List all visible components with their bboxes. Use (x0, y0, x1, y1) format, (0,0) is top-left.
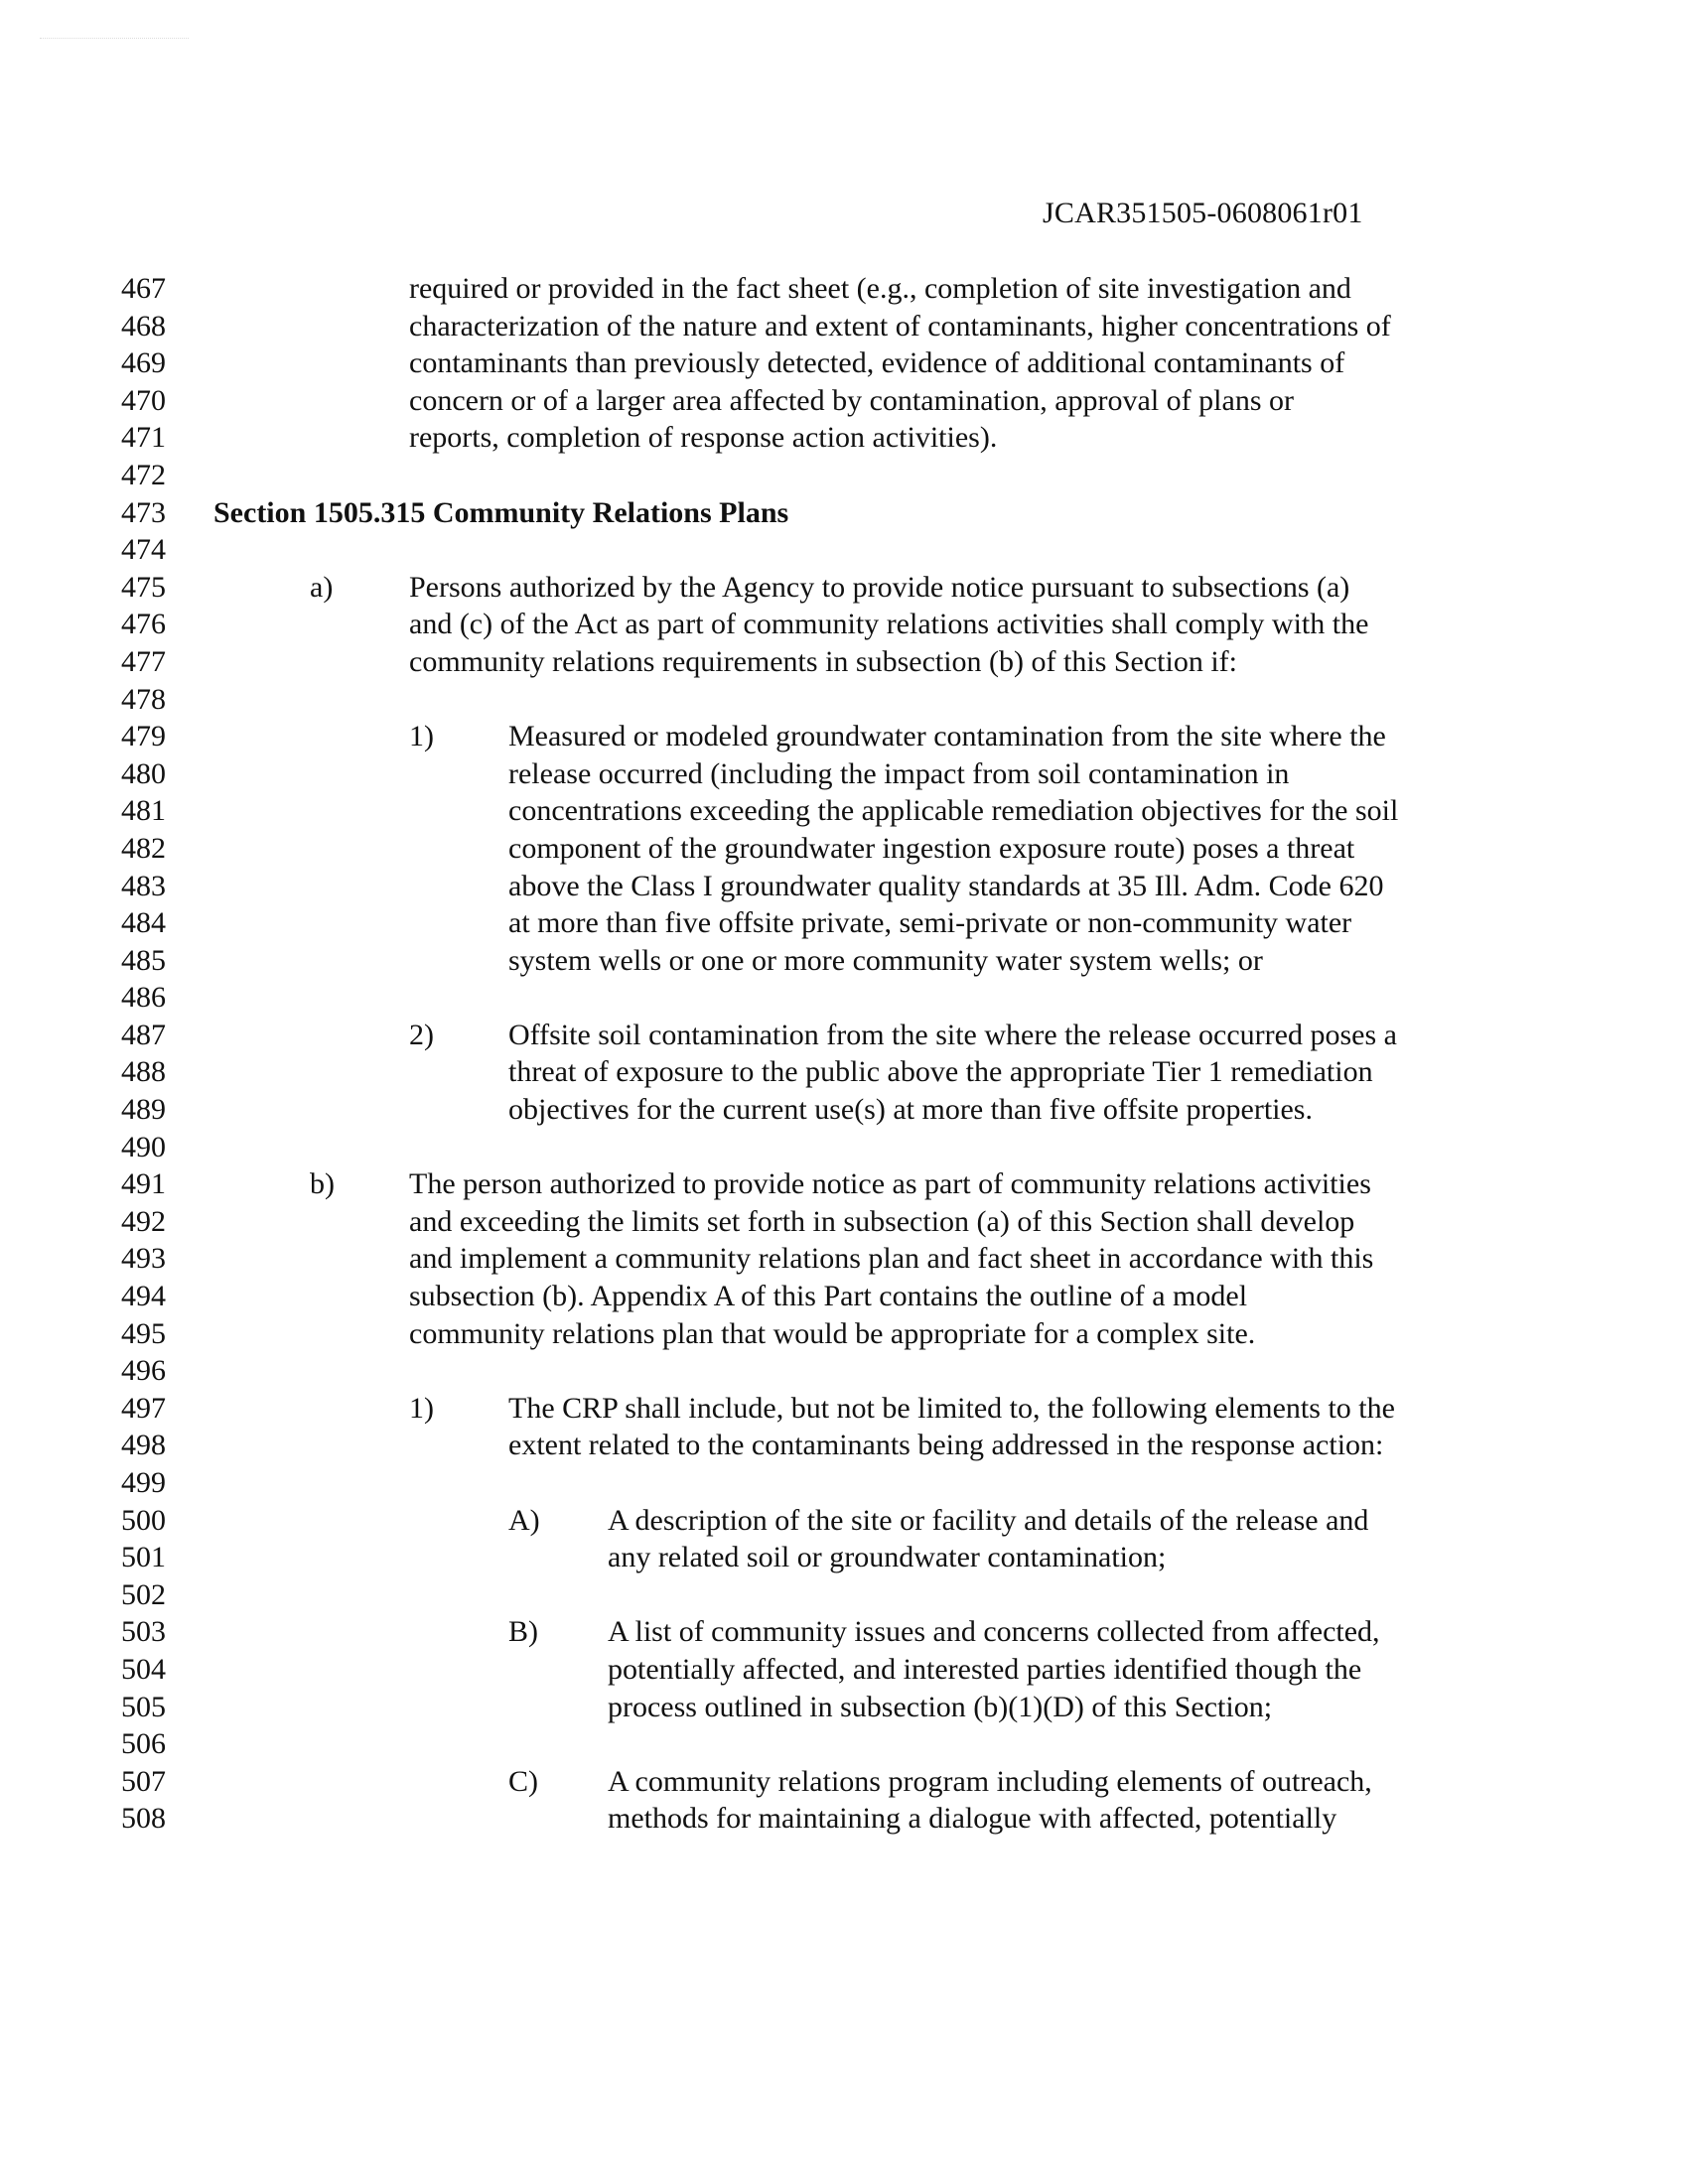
line-text: system wells or one or more community water system wells; or (508, 943, 1263, 977)
line-number: 507 (121, 1764, 166, 1798)
document-line (0, 1278, 1684, 1315)
line-number: 499 (121, 1466, 166, 1499)
line-number: 479 (121, 720, 166, 753)
document-line (0, 344, 1684, 382)
line-number: 481 (121, 794, 166, 828)
line-number: 504 (121, 1652, 166, 1686)
document-line (0, 868, 1684, 905)
line-text: objectives for the current use(s) at more than five offsite properties. (508, 1093, 1313, 1127)
line-text: reports, completion of response action activities). (409, 421, 998, 455)
line-text: The CRP shall include, but not be limited to, the following elements to the (508, 1391, 1395, 1425)
document-line (0, 1129, 1684, 1166)
document-line (0, 979, 1684, 1017)
line-number: 478 (121, 682, 166, 716)
line-number: 488 (121, 1055, 166, 1089)
line-number: 500 (121, 1503, 166, 1537)
document-line (0, 904, 1684, 942)
line-number: 473 (121, 495, 166, 529)
document-line (0, 1165, 1684, 1203)
document-line (0, 643, 1684, 681)
line-text: required or provided in the fact sheet (e.g., completion of site investigation and (409, 272, 1351, 305)
line-text: A description of the site or facility and details of the release and (608, 1503, 1369, 1537)
line-number: 471 (121, 421, 166, 455)
document-line (0, 270, 1684, 308)
document-line (0, 308, 1684, 345)
document-line (0, 1427, 1684, 1464)
line-text: A community relations program including elements of outreach, (608, 1764, 1372, 1798)
line-number: 497 (121, 1391, 166, 1425)
line-text: potentially affected, and interested parties identified though the (608, 1652, 1362, 1686)
document-line (0, 1203, 1684, 1241)
document-line (0, 1689, 1684, 1726)
document-line (0, 681, 1684, 719)
line-number: 476 (121, 608, 166, 641)
list-marker: b) (310, 1167, 335, 1201)
document-line (0, 1053, 1684, 1091)
line-number: 482 (121, 831, 166, 865)
line-number: 508 (121, 1802, 166, 1836)
line-number: 490 (121, 1130, 166, 1163)
line-text: Measured or modeled groundwater contamination from the site where the (508, 720, 1386, 753)
line-text: Persons authorized by the Agency to provide notice pursuant to subsections (a) (409, 570, 1350, 604)
document-line (0, 1315, 1684, 1353)
document-line (0, 792, 1684, 830)
line-number: 491 (121, 1167, 166, 1201)
document-line (0, 1613, 1684, 1651)
document-line (0, 1576, 1684, 1614)
line-text: threat of exposure to the public above the appropriate Tier 1 remediation (508, 1055, 1373, 1089)
document-line (0, 494, 1684, 532)
document-line (0, 569, 1684, 607)
line-text: community relations plan that would be appropriate for a complex site. (409, 1316, 1256, 1350)
line-number: 477 (121, 644, 166, 678)
line-number: 467 (121, 272, 166, 305)
list-marker: 2) (409, 1018, 434, 1051)
line-number: 505 (121, 1690, 166, 1723)
line-text: A list of community issues and concerns collected from affected, (608, 1615, 1380, 1649)
scan-artifact (40, 38, 189, 41)
line-text: and exceeding the limits set forth in subsection (a) of this Section shall develop (409, 1204, 1355, 1238)
line-number: 492 (121, 1204, 166, 1238)
line-number: 468 (121, 309, 166, 342)
document-line (0, 457, 1684, 494)
line-number: 483 (121, 869, 166, 902)
line-number: 498 (121, 1429, 166, 1462)
document-line (0, 531, 1684, 569)
line-text: characterization of the nature and extent of contaminants, higher concentrations of (409, 309, 1391, 342)
line-number: 502 (121, 1577, 166, 1611)
document-line (0, 1763, 1684, 1801)
document-body (0, 270, 1684, 1838)
document-line (0, 382, 1684, 420)
line-text: above the Class I groundwater quality standards at 35 Ill. Adm. Code 620 (508, 869, 1384, 902)
line-text: methods for maintaining a dialogue with affected, potentially (608, 1802, 1337, 1836)
document-line (0, 1539, 1684, 1576)
line-text: component of the groundwater ingestion exposure route) poses a threat (508, 831, 1355, 865)
line-number: 494 (121, 1280, 166, 1313)
line-number: 470 (121, 383, 166, 417)
line-number: 480 (121, 756, 166, 790)
document-line (0, 606, 1684, 643)
document-line (0, 1091, 1684, 1129)
line-text: and (c) of the Act as part of community relations activities shall comply with the (409, 608, 1369, 641)
line-text: and implement a community relations plan and fact sheet in accordance with this (409, 1242, 1374, 1276)
line-number: 489 (121, 1093, 166, 1127)
document-line (0, 1464, 1684, 1502)
line-number: 469 (121, 346, 166, 380)
line-text: concentrations exceeding the applicable remediation objectives for the soil (508, 794, 1399, 828)
document-line (0, 419, 1684, 457)
list-marker: A) (508, 1503, 540, 1537)
line-text: at more than five offsite private, semi-private or non-community water (508, 906, 1352, 940)
document-line (0, 1017, 1684, 1054)
line-number: 474 (121, 533, 166, 567)
line-text: concern or of a larger area affected by contamination, approval of plans or (409, 383, 1294, 417)
document-line (0, 1651, 1684, 1689)
line-number: 486 (121, 981, 166, 1015)
list-marker: 1) (409, 720, 434, 753)
document-line (0, 718, 1684, 755)
document-line (0, 1800, 1684, 1838)
line-text: extent related to the contaminants being addressed in the response action: (508, 1429, 1384, 1462)
document-line (0, 1352, 1684, 1390)
line-number: 496 (121, 1354, 166, 1388)
line-text: contaminants than previously detected, evidence of additional contaminants of (409, 346, 1345, 380)
document-line (0, 942, 1684, 980)
list-marker: a) (310, 570, 334, 604)
line-number: 506 (121, 1727, 166, 1761)
document-line (0, 1502, 1684, 1540)
line-number: 495 (121, 1316, 166, 1350)
line-number: 503 (121, 1615, 166, 1649)
document-line (0, 1390, 1684, 1428)
line-text: community relations requirements in subsection (b) of this Section if: (409, 644, 1238, 678)
list-marker: 1) (409, 1391, 434, 1425)
line-number: 485 (121, 943, 166, 977)
line-number: 484 (121, 906, 166, 940)
document-line (0, 1240, 1684, 1278)
line-text: any related soil or groundwater contamination; (608, 1541, 1167, 1574)
section-heading: Section 1505.315 Community Relations Plans (213, 495, 789, 529)
list-marker: C) (508, 1764, 538, 1798)
line-text: subsection (b). Appendix A of this Part contains the outline of a model (409, 1280, 1248, 1313)
document-line (0, 830, 1684, 868)
line-number: 501 (121, 1541, 166, 1574)
line-number: 487 (121, 1018, 166, 1051)
list-marker: B) (508, 1615, 538, 1649)
line-text: release occurred (including the impact from soil contamination in (508, 756, 1290, 790)
document-line (0, 755, 1684, 793)
line-text: process outlined in subsection (b)(1)(D) of this Section; (608, 1690, 1273, 1723)
line-text: The person authorized to provide notice as part of community relations activities (409, 1167, 1371, 1201)
document-line (0, 1725, 1684, 1763)
line-number: 475 (121, 570, 166, 604)
line-text: Offsite soil contamination from the site where the release occurred poses a (508, 1018, 1397, 1051)
line-number: 493 (121, 1242, 166, 1276)
line-number: 472 (121, 458, 166, 491)
document-id: JCAR351505-0608061r01 (1043, 197, 1363, 229)
